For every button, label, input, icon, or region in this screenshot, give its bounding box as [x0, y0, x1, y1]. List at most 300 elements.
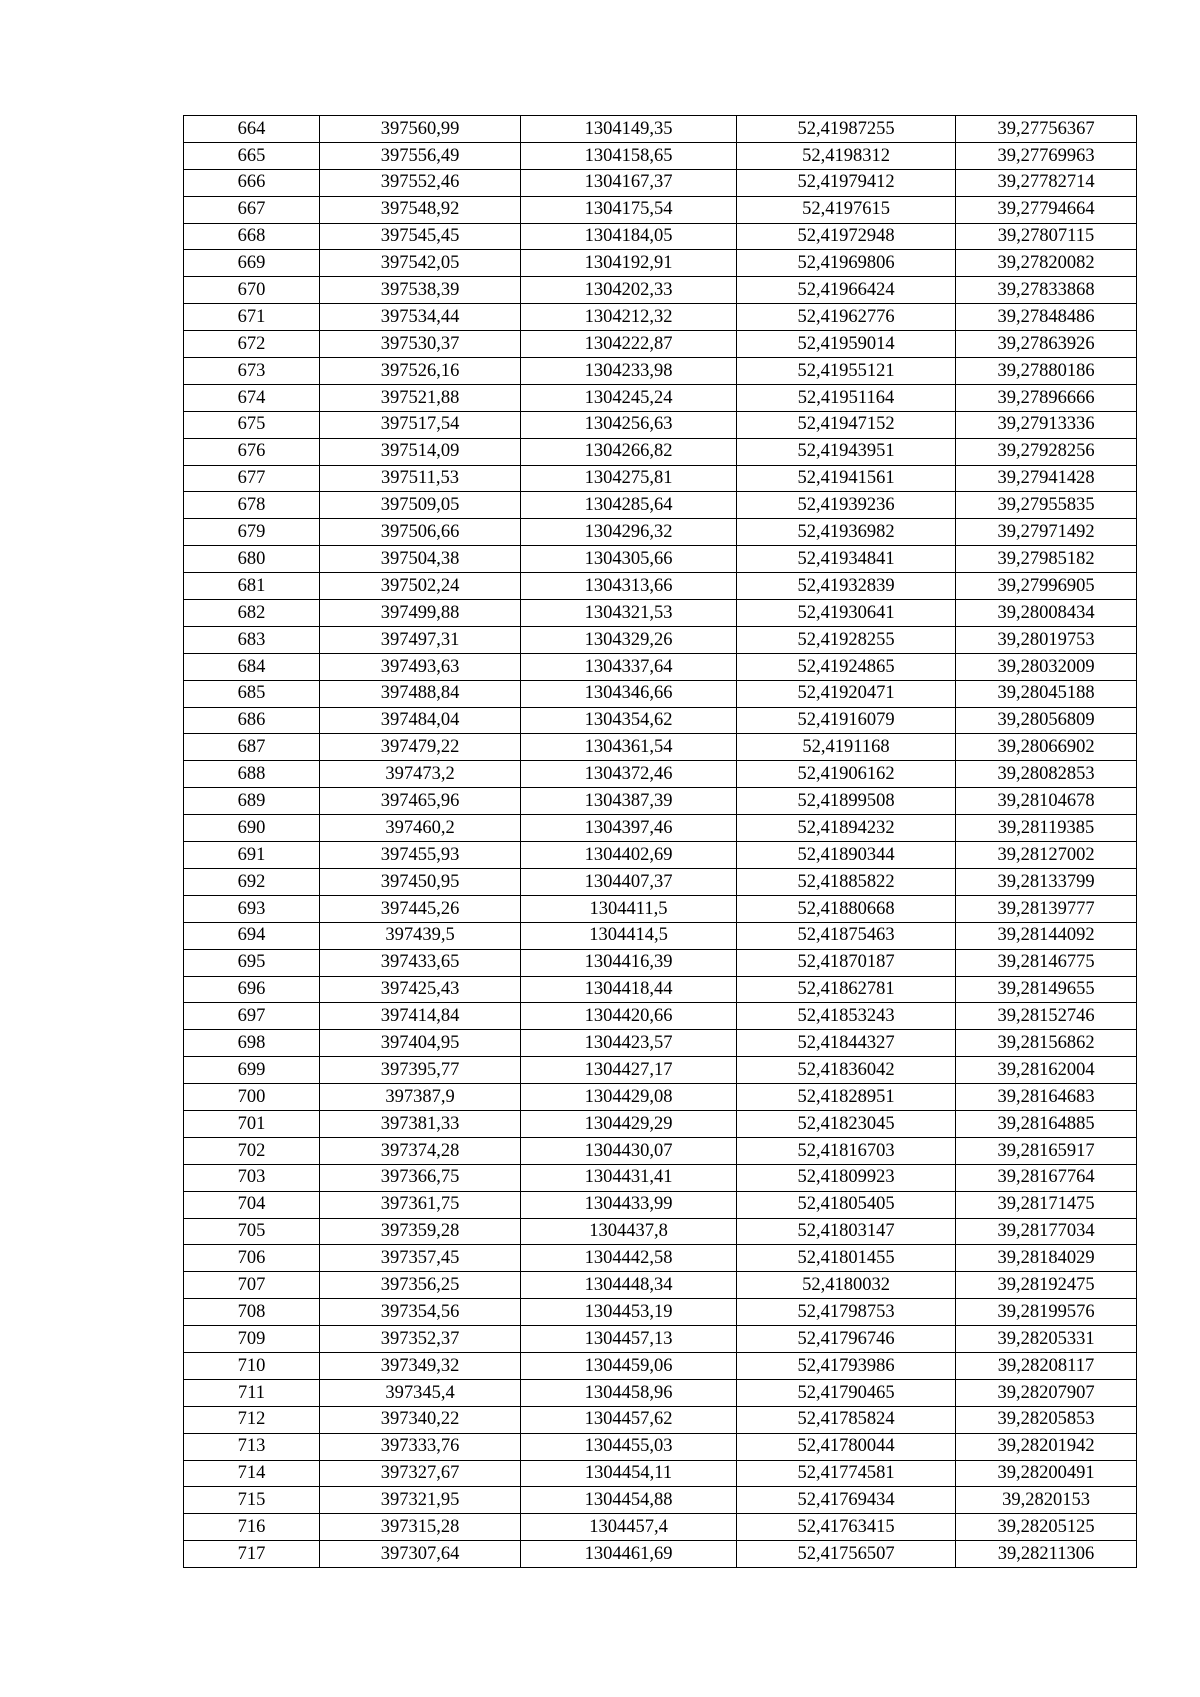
y-coordinate-cell: 1304457,62: [521, 1406, 737, 1433]
longitude-cell: 39,28205125: [956, 1514, 1137, 1541]
longitude-cell: 39,28146775: [956, 949, 1137, 976]
x-coordinate-cell: 397506,66: [320, 519, 521, 546]
point-number-cell: 697: [184, 1003, 320, 1030]
point-number-cell: 712: [184, 1406, 320, 1433]
point-number-cell: 701: [184, 1110, 320, 1137]
point-number-cell: 709: [184, 1326, 320, 1353]
table-row: [184, 1352, 1137, 1379]
point-number-cell: 667: [184, 196, 320, 223]
longitude-cell: 39,27848486: [956, 304, 1137, 331]
point-number-cell: 679: [184, 519, 320, 546]
latitude-cell: 52,41774581: [737, 1460, 956, 1487]
point-number-cell: 705: [184, 1218, 320, 1245]
latitude-cell: 52,41805405: [737, 1191, 956, 1218]
point-number-cell: 704: [184, 1191, 320, 1218]
latitude-cell: 52,41941561: [737, 465, 956, 492]
y-coordinate-cell: 1304372,46: [521, 761, 737, 788]
table-row: [184, 815, 1137, 842]
x-coordinate-cell: 397321,95: [320, 1487, 521, 1514]
table-row: [184, 1299, 1137, 1326]
y-coordinate-cell: 1304313,66: [521, 573, 737, 600]
table-row: [184, 922, 1137, 949]
latitude-cell: 52,41785824: [737, 1406, 956, 1433]
latitude-cell: 52,41972948: [737, 223, 956, 250]
point-number-cell: 702: [184, 1137, 320, 1164]
x-coordinate-cell: 397560,99: [320, 116, 521, 143]
longitude-cell: 39,28119385: [956, 815, 1137, 842]
point-number-cell: 665: [184, 142, 320, 169]
latitude-cell: 52,41943951: [737, 438, 956, 465]
longitude-cell: 39,28056809: [956, 707, 1137, 734]
y-coordinate-cell: 1304427,17: [521, 1057, 737, 1084]
latitude-cell: 52,41862781: [737, 976, 956, 1003]
table-row: [184, 1191, 1137, 1218]
latitude-cell: 52,41939236: [737, 492, 956, 519]
latitude-cell: 52,41763415: [737, 1514, 956, 1541]
x-coordinate-cell: 397499,88: [320, 600, 521, 627]
latitude-cell: 52,4191168: [737, 734, 956, 761]
latitude-cell: 52,41951164: [737, 384, 956, 411]
x-coordinate-cell: 397455,93: [320, 842, 521, 869]
x-coordinate-cell: 397548,92: [320, 196, 521, 223]
longitude-cell: 39,28082853: [956, 761, 1137, 788]
x-coordinate-cell: 397425,43: [320, 976, 521, 1003]
table-row: [184, 1272, 1137, 1299]
longitude-cell: 39,28156862: [956, 1030, 1137, 1057]
y-coordinate-cell: 1304192,91: [521, 250, 737, 277]
x-coordinate-cell: 397433,65: [320, 949, 521, 976]
point-number-cell: 716: [184, 1514, 320, 1541]
point-number-cell: 710: [184, 1352, 320, 1379]
y-coordinate-cell: 1304397,46: [521, 815, 737, 842]
point-number-cell: 692: [184, 868, 320, 895]
table-row: [184, 1326, 1137, 1353]
latitude-cell: 52,4197615: [737, 196, 956, 223]
point-number-cell: 668: [184, 223, 320, 250]
table-row: [184, 788, 1137, 815]
longitude-cell: 39,28192475: [956, 1272, 1137, 1299]
longitude-cell: 39,27820082: [956, 250, 1137, 277]
point-number-cell: 670: [184, 277, 320, 304]
longitude-cell: 39,27863926: [956, 331, 1137, 358]
point-number-cell: 691: [184, 842, 320, 869]
y-coordinate-cell: 1304245,24: [521, 384, 737, 411]
longitude-cell: 39,28211306: [956, 1541, 1137, 1568]
longitude-cell: 39,2820153: [956, 1487, 1137, 1514]
longitude-cell: 39,28045188: [956, 680, 1137, 707]
point-number-cell: 688: [184, 761, 320, 788]
longitude-cell: 39,27955835: [956, 492, 1137, 519]
y-coordinate-cell: 1304430,07: [521, 1137, 737, 1164]
longitude-cell: 39,27985182: [956, 546, 1137, 573]
latitude-cell: 52,41870187: [737, 949, 956, 976]
table-row: [184, 384, 1137, 411]
longitude-cell: 39,27996905: [956, 573, 1137, 600]
x-coordinate-cell: 397488,84: [320, 680, 521, 707]
y-coordinate-cell: 1304416,39: [521, 949, 737, 976]
x-coordinate-cell: 397484,04: [320, 707, 521, 734]
table-row: [184, 358, 1137, 385]
latitude-cell: 52,41880668: [737, 895, 956, 922]
longitude-cell: 39,28177034: [956, 1218, 1137, 1245]
x-coordinate-cell: 397534,44: [320, 304, 521, 331]
table-row: [184, 331, 1137, 358]
x-coordinate-cell: 397439,5: [320, 922, 521, 949]
y-coordinate-cell: 1304453,19: [521, 1299, 737, 1326]
point-number-cell: 666: [184, 169, 320, 196]
point-number-cell: 717: [184, 1541, 320, 1568]
latitude-cell: 52,41899508: [737, 788, 956, 815]
y-coordinate-cell: 1304455,03: [521, 1433, 737, 1460]
longitude-cell: 39,27896666: [956, 384, 1137, 411]
y-coordinate-cell: 1304429,29: [521, 1110, 737, 1137]
latitude-cell: 52,41836042: [737, 1057, 956, 1084]
longitude-cell: 39,27833868: [956, 277, 1137, 304]
longitude-cell: 39,28164683: [956, 1084, 1137, 1111]
table-row: [184, 868, 1137, 895]
point-number-cell: 680: [184, 546, 320, 573]
table-row: [184, 600, 1137, 627]
longitude-cell: 39,27941428: [956, 465, 1137, 492]
y-coordinate-cell: 1304457,4: [521, 1514, 737, 1541]
table-row: [184, 169, 1137, 196]
longitude-cell: 39,28008434: [956, 600, 1137, 627]
latitude-cell: 52,4198312: [737, 142, 956, 169]
x-coordinate-cell: 397352,37: [320, 1326, 521, 1353]
table-row: [184, 1406, 1137, 1433]
y-coordinate-cell: 1304175,54: [521, 196, 737, 223]
point-number-cell: 677: [184, 465, 320, 492]
table-row: [184, 734, 1137, 761]
x-coordinate-cell: 397315,28: [320, 1514, 521, 1541]
latitude-cell: 52,41955121: [737, 358, 956, 385]
table-row: [184, 116, 1137, 143]
point-number-cell: 671: [184, 304, 320, 331]
longitude-cell: 39,28201942: [956, 1433, 1137, 1460]
y-coordinate-cell: 1304420,66: [521, 1003, 737, 1030]
x-coordinate-cell: 397381,33: [320, 1110, 521, 1137]
latitude-cell: 52,4180032: [737, 1272, 956, 1299]
y-coordinate-cell: 1304402,69: [521, 842, 737, 869]
y-coordinate-cell: 1304458,96: [521, 1379, 737, 1406]
latitude-cell: 52,41906162: [737, 761, 956, 788]
x-coordinate-cell: 397504,38: [320, 546, 521, 573]
longitude-cell: 39,28205853: [956, 1406, 1137, 1433]
latitude-cell: 52,41979412: [737, 169, 956, 196]
longitude-cell: 39,28152746: [956, 1003, 1137, 1030]
longitude-cell: 39,28162004: [956, 1057, 1137, 1084]
y-coordinate-cell: 1304457,13: [521, 1326, 737, 1353]
table-row: [184, 842, 1137, 869]
point-number-cell: 693: [184, 895, 320, 922]
y-coordinate-cell: 1304454,88: [521, 1487, 737, 1514]
longitude-cell: 39,28205331: [956, 1326, 1137, 1353]
table-row: [184, 1487, 1137, 1514]
x-coordinate-cell: 397445,26: [320, 895, 521, 922]
table-row: [184, 761, 1137, 788]
point-number-cell: 687: [184, 734, 320, 761]
longitude-cell: 39,28165917: [956, 1137, 1137, 1164]
latitude-cell: 52,41853243: [737, 1003, 956, 1030]
longitude-cell: 39,28164885: [956, 1110, 1137, 1137]
y-coordinate-cell: 1304431,41: [521, 1164, 737, 1191]
x-coordinate-cell: 397333,76: [320, 1433, 521, 1460]
latitude-cell: 52,41934841: [737, 546, 956, 573]
table-row: [184, 304, 1137, 331]
longitude-cell: 39,28167764: [956, 1164, 1137, 1191]
latitude-cell: 52,41798753: [737, 1299, 956, 1326]
table-row: [184, 1084, 1137, 1111]
longitude-cell: 39,27769963: [956, 142, 1137, 169]
longitude-cell: 39,28171475: [956, 1191, 1137, 1218]
table-row: [184, 546, 1137, 573]
y-coordinate-cell: 1304222,87: [521, 331, 737, 358]
x-coordinate-cell: 397526,16: [320, 358, 521, 385]
x-coordinate-cell: 397307,64: [320, 1541, 521, 1568]
y-coordinate-cell: 1304337,64: [521, 653, 737, 680]
x-coordinate-cell: 397552,46: [320, 169, 521, 196]
x-coordinate-cell: 397460,2: [320, 815, 521, 842]
y-coordinate-cell: 1304346,66: [521, 680, 737, 707]
longitude-cell: 39,28208117: [956, 1352, 1137, 1379]
point-number-cell: 684: [184, 653, 320, 680]
x-coordinate-cell: 397511,53: [320, 465, 521, 492]
longitude-cell: 39,27807115: [956, 223, 1137, 250]
y-coordinate-cell: 1304454,11: [521, 1460, 737, 1487]
x-coordinate-cell: 397521,88: [320, 384, 521, 411]
latitude-cell: 52,41823045: [737, 1110, 956, 1137]
point-number-cell: 700: [184, 1084, 320, 1111]
table-row: [184, 1433, 1137, 1460]
x-coordinate-cell: 397395,77: [320, 1057, 521, 1084]
table-row: [184, 1057, 1137, 1084]
latitude-cell: 52,41828951: [737, 1084, 956, 1111]
longitude-cell: 39,27928256: [956, 438, 1137, 465]
table-row: [184, 1003, 1137, 1030]
table-row: [184, 1030, 1137, 1057]
table-row: [184, 653, 1137, 680]
latitude-cell: 52,41894232: [737, 815, 956, 842]
y-coordinate-cell: 1304296,32: [521, 519, 737, 546]
y-coordinate-cell: 1304158,65: [521, 142, 737, 169]
x-coordinate-cell: 397465,96: [320, 788, 521, 815]
table-row: [184, 411, 1137, 438]
y-coordinate-cell: 1304414,5: [521, 922, 737, 949]
latitude-cell: 52,41769434: [737, 1487, 956, 1514]
table-row: [184, 142, 1137, 169]
table-row: [184, 949, 1137, 976]
y-coordinate-cell: 1304461,69: [521, 1541, 737, 1568]
longitude-cell: 39,28149655: [956, 976, 1137, 1003]
longitude-cell: 39,27913336: [956, 411, 1137, 438]
y-coordinate-cell: 1304233,98: [521, 358, 737, 385]
table-row: [184, 626, 1137, 653]
point-number-cell: 686: [184, 707, 320, 734]
y-coordinate-cell: 1304184,05: [521, 223, 737, 250]
table-row: [184, 465, 1137, 492]
x-coordinate-cell: 397493,63: [320, 653, 521, 680]
point-number-cell: 676: [184, 438, 320, 465]
point-number-cell: 707: [184, 1272, 320, 1299]
x-coordinate-cell: 397327,67: [320, 1460, 521, 1487]
table-row: [184, 1541, 1137, 1568]
x-coordinate-cell: 397497,31: [320, 626, 521, 653]
point-number-cell: 678: [184, 492, 320, 519]
x-coordinate-cell: 397361,75: [320, 1191, 521, 1218]
x-coordinate-cell: 397517,54: [320, 411, 521, 438]
point-number-cell: 664: [184, 116, 320, 143]
table-row: [184, 1164, 1137, 1191]
y-coordinate-cell: 1304354,62: [521, 707, 737, 734]
latitude-cell: 52,41947152: [737, 411, 956, 438]
table-row: [184, 196, 1137, 223]
latitude-cell: 52,41875463: [737, 922, 956, 949]
table-row: [184, 519, 1137, 546]
latitude-cell: 52,41930641: [737, 600, 956, 627]
table-row: [184, 250, 1137, 277]
latitude-cell: 52,41803147: [737, 1218, 956, 1245]
x-coordinate-cell: 397366,75: [320, 1164, 521, 1191]
x-coordinate-cell: 397359,28: [320, 1218, 521, 1245]
point-number-cell: 669: [184, 250, 320, 277]
longitude-cell: 39,28200491: [956, 1460, 1137, 1487]
table-row: [184, 895, 1137, 922]
latitude-cell: 52,41966424: [737, 277, 956, 304]
y-coordinate-cell: 1304387,39: [521, 788, 737, 815]
point-number-cell: 675: [184, 411, 320, 438]
latitude-cell: 52,41809923: [737, 1164, 956, 1191]
longitude-cell: 39,28104678: [956, 788, 1137, 815]
x-coordinate-cell: 397349,32: [320, 1352, 521, 1379]
table-row: [184, 1137, 1137, 1164]
y-coordinate-cell: 1304167,37: [521, 169, 737, 196]
y-coordinate-cell: 1304256,63: [521, 411, 737, 438]
table-row: [184, 1514, 1137, 1541]
point-number-cell: 715: [184, 1487, 320, 1514]
x-coordinate-cell: 397340,22: [320, 1406, 521, 1433]
point-number-cell: 672: [184, 331, 320, 358]
y-coordinate-cell: 1304459,06: [521, 1352, 737, 1379]
x-coordinate-cell: 397545,45: [320, 223, 521, 250]
y-coordinate-cell: 1304433,99: [521, 1191, 737, 1218]
x-coordinate-cell: 397450,95: [320, 868, 521, 895]
x-coordinate-cell: 397387,9: [320, 1084, 521, 1111]
x-coordinate-cell: 397414,84: [320, 1003, 521, 1030]
y-coordinate-cell: 1304418,44: [521, 976, 737, 1003]
latitude-cell: 52,41924865: [737, 653, 956, 680]
latitude-cell: 52,41844327: [737, 1030, 956, 1057]
x-coordinate-cell: 397356,25: [320, 1272, 521, 1299]
longitude-cell: 39,28144092: [956, 922, 1137, 949]
point-number-cell: 694: [184, 922, 320, 949]
latitude-cell: 52,41796746: [737, 1326, 956, 1353]
point-number-cell: 681: [184, 573, 320, 600]
table-row: [184, 1460, 1137, 1487]
point-number-cell: 683: [184, 626, 320, 653]
longitude-cell: 39,27794664: [956, 196, 1137, 223]
table-row: [184, 1379, 1137, 1406]
latitude-cell: 52,41885822: [737, 868, 956, 895]
x-coordinate-cell: 397509,05: [320, 492, 521, 519]
y-coordinate-cell: 1304321,53: [521, 600, 737, 627]
y-coordinate-cell: 1304202,33: [521, 277, 737, 304]
x-coordinate-cell: 397354,56: [320, 1299, 521, 1326]
table-row: [184, 492, 1137, 519]
y-coordinate-cell: 1304275,81: [521, 465, 737, 492]
point-number-cell: 698: [184, 1030, 320, 1057]
latitude-cell: 52,41987255: [737, 116, 956, 143]
x-coordinate-cell: 397479,22: [320, 734, 521, 761]
y-coordinate-cell: 1304361,54: [521, 734, 737, 761]
table-row: [184, 680, 1137, 707]
latitude-cell: 52,41962776: [737, 304, 956, 331]
y-coordinate-cell: 1304448,34: [521, 1272, 737, 1299]
latitude-cell: 52,41932839: [737, 573, 956, 600]
y-coordinate-cell: 1304407,37: [521, 868, 737, 895]
x-coordinate-cell: 397514,09: [320, 438, 521, 465]
longitude-cell: 39,28066902: [956, 734, 1137, 761]
point-number-cell: 674: [184, 384, 320, 411]
table-row: [184, 1218, 1137, 1245]
longitude-cell: 39,28133799: [956, 868, 1137, 895]
table-row: [184, 573, 1137, 600]
point-number-cell: 714: [184, 1460, 320, 1487]
point-number-cell: 682: [184, 600, 320, 627]
y-coordinate-cell: 1304305,66: [521, 546, 737, 573]
coordinates-table: [183, 115, 1137, 1568]
latitude-cell: 52,41936982: [737, 519, 956, 546]
longitude-cell: 39,28199576: [956, 1299, 1137, 1326]
latitude-cell: 52,41801455: [737, 1245, 956, 1272]
table-row: [184, 707, 1137, 734]
point-number-cell: 708: [184, 1299, 320, 1326]
x-coordinate-cell: 397530,37: [320, 331, 521, 358]
table-row: [184, 277, 1137, 304]
latitude-cell: 52,41780044: [737, 1433, 956, 1460]
point-number-cell: 673: [184, 358, 320, 385]
y-coordinate-cell: 1304411,5: [521, 895, 737, 922]
longitude-cell: 39,28019753: [956, 626, 1137, 653]
x-coordinate-cell: 397556,49: [320, 142, 521, 169]
y-coordinate-cell: 1304212,32: [521, 304, 737, 331]
latitude-cell: 52,41920471: [737, 680, 956, 707]
y-coordinate-cell: 1304149,35: [521, 116, 737, 143]
x-coordinate-cell: 397357,45: [320, 1245, 521, 1272]
y-coordinate-cell: 1304429,08: [521, 1084, 737, 1111]
longitude-cell: 39,27971492: [956, 519, 1137, 546]
x-coordinate-cell: 397374,28: [320, 1137, 521, 1164]
longitude-cell: 39,27782714: [956, 169, 1137, 196]
latitude-cell: 52,41969806: [737, 250, 956, 277]
x-coordinate-cell: 397538,39: [320, 277, 521, 304]
latitude-cell: 52,41790465: [737, 1379, 956, 1406]
y-coordinate-cell: 1304285,64: [521, 492, 737, 519]
y-coordinate-cell: 1304266,82: [521, 438, 737, 465]
point-number-cell: 685: [184, 680, 320, 707]
x-coordinate-cell: 397473,2: [320, 761, 521, 788]
point-number-cell: 706: [184, 1245, 320, 1272]
point-number-cell: 696: [184, 976, 320, 1003]
table-row: [184, 438, 1137, 465]
longitude-cell: 39,28127002: [956, 842, 1137, 869]
latitude-cell: 52,41793986: [737, 1352, 956, 1379]
point-number-cell: 699: [184, 1057, 320, 1084]
point-number-cell: 695: [184, 949, 320, 976]
latitude-cell: 52,41916079: [737, 707, 956, 734]
longitude-cell: 39,27880186: [956, 358, 1137, 385]
y-coordinate-cell: 1304437,8: [521, 1218, 737, 1245]
table-row: [184, 1110, 1137, 1137]
